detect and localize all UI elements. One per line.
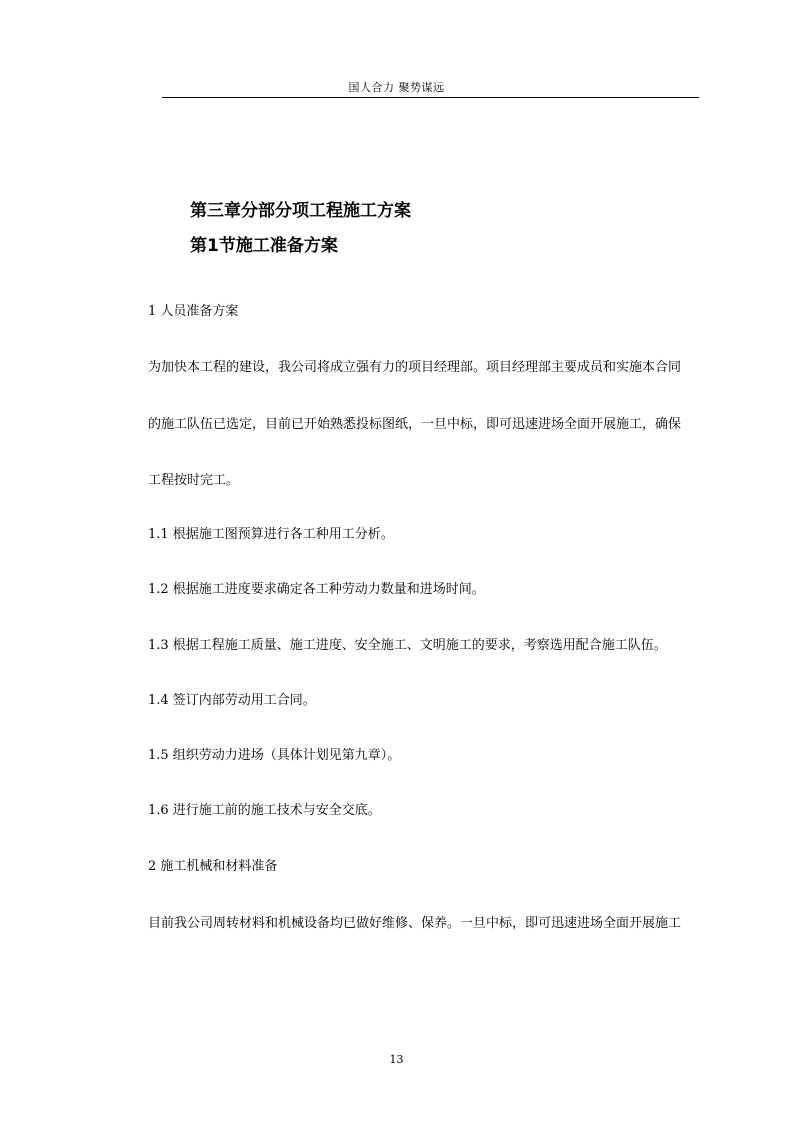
list-item-1-5: 1.5 组织劳动力进场（具体计划见第九章）。 <box>148 748 401 763</box>
paragraph2-line-1: 目前我公司周转材料和机械设备均已做好维修、保养。一旦中标，即可迅速进场全面开展施工 <box>148 916 682 931</box>
page-header-text: 国人合力 聚势谋远 <box>348 81 445 94</box>
list-item-1-3: 1.3 根据工程施工质量、施工进度、安全施工、文明施工的要求，考察选用配合施工队伍。 <box>148 638 667 653</box>
list-item-1-6: 1.6 进行施工前的施工技术与安全交底。 <box>148 803 381 818</box>
list-item-1-4: 1.4 签订内部劳动用工合同。 <box>148 693 316 708</box>
paragraph-line-1: 为加快本工程的建设，我公司将成立强有力的项目经理部。项目经理部主要成员和实施本合同 <box>148 360 682 375</box>
paragraph-line-3: 工程按时完工。 <box>148 473 240 488</box>
section-title: 第1节施工准备方案 <box>190 236 338 256</box>
subheading-personnel: 1 人员准备方案 <box>148 304 239 319</box>
subheading-machinery: 2 施工机械和材料准备 <box>148 859 278 874</box>
chapter-title: 第三章分部分项工程施工方案 <box>190 201 411 221</box>
paragraph-line-2: 的施工队伍已选定，目前已开始熟悉投标图纸，一旦中标，即可迅速进场全面开展施工，确保 <box>148 417 682 432</box>
list-item-1-1: 1.1 根据施工图预算进行各工种用工分析。 <box>148 527 394 542</box>
header-rule <box>162 97 699 98</box>
page-number: 13 <box>389 1053 404 1066</box>
list-item-1-2: 1.2 根据施工进度要求确定各工种劳动力数量和进场时间。 <box>148 582 485 597</box>
